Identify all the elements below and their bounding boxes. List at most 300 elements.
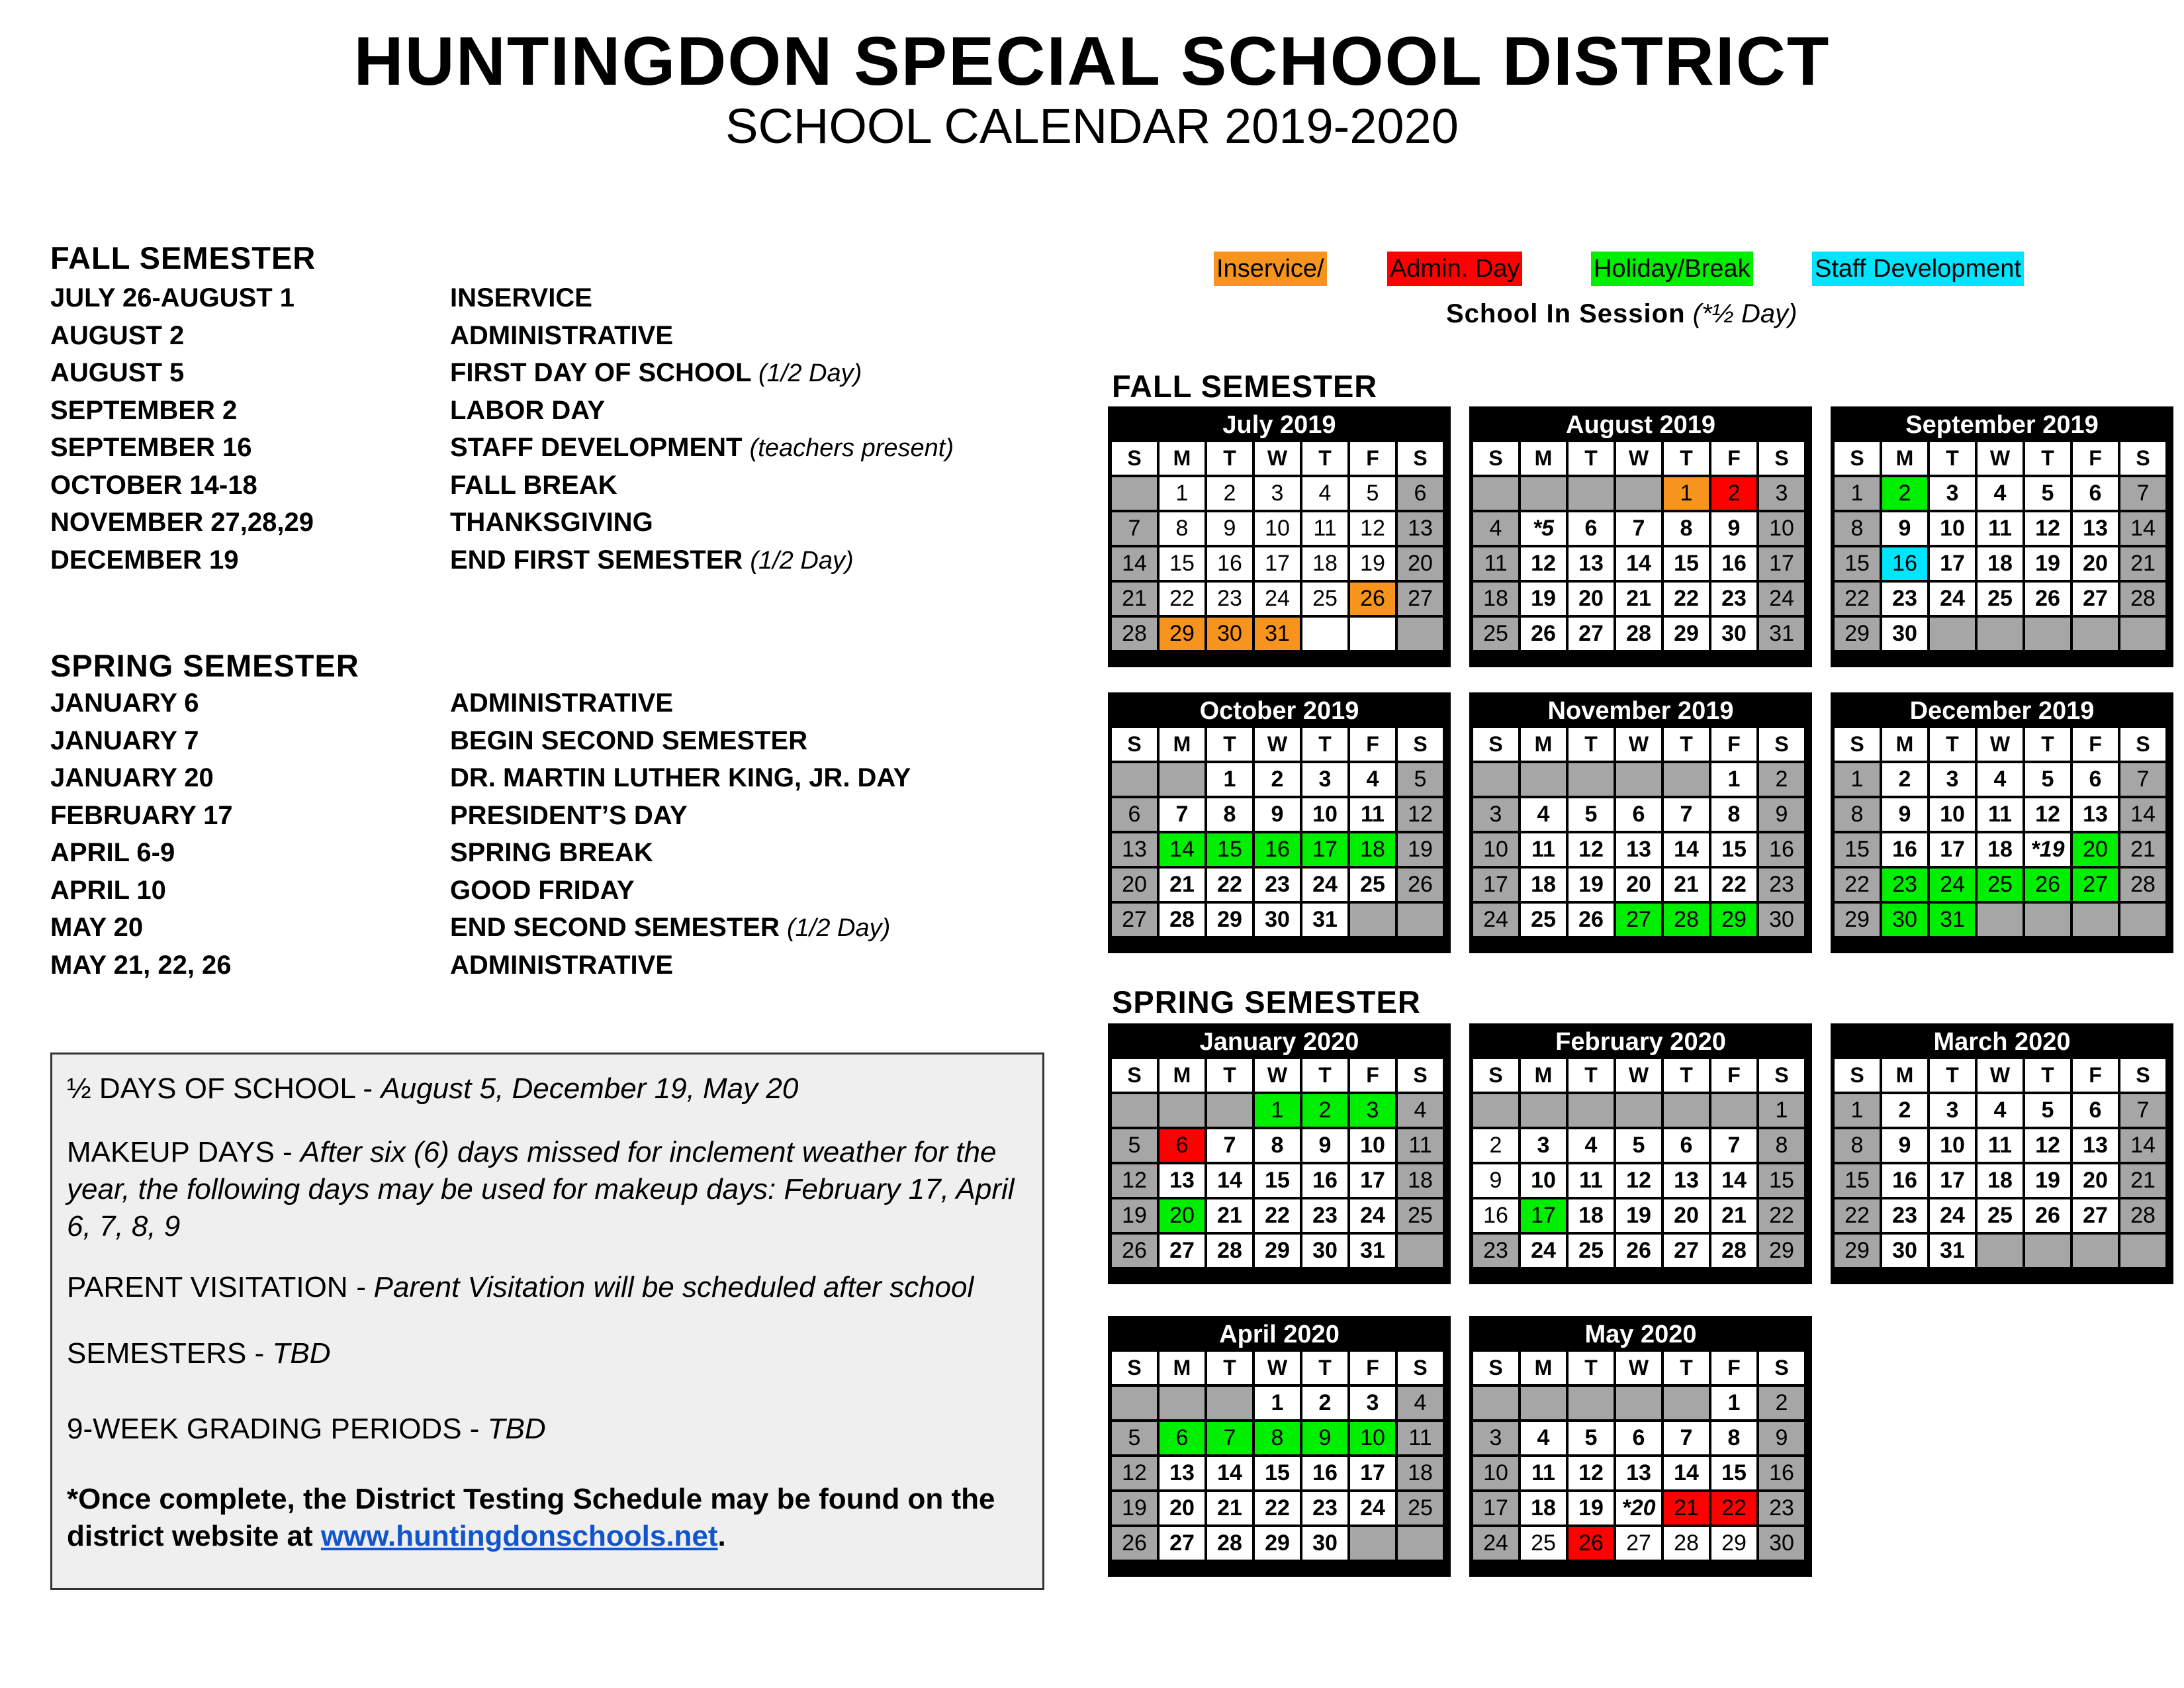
weekday-header: S <box>1398 728 1443 761</box>
day-cell: 1 <box>1835 1094 1880 1127</box>
day-cell: 28 <box>2120 868 2165 901</box>
day-cell: 18 <box>1473 583 1518 615</box>
month-calendar <box>1831 1023 2173 1284</box>
event-note: (1/2 Day) <box>758 359 862 387</box>
day-cell: 25 <box>1398 1199 1443 1232</box>
event-description <box>450 283 592 313</box>
day-cell: 24 <box>1759 583 1804 615</box>
event-date: AUGUST 2 <box>50 320 185 350</box>
weekday-header: M <box>1882 1059 1927 1092</box>
day-cell: 18 <box>1350 833 1395 866</box>
day-cell: 30 <box>1759 1527 1804 1560</box>
month-grid <box>1109 726 1445 939</box>
day-cell: 24 <box>1930 1199 1975 1232</box>
event-date: JANUARY 7 <box>50 726 199 755</box>
day-cell: 9 <box>1711 512 1756 545</box>
week-row <box>1112 1129 1443 1162</box>
day-cell: 13 <box>1398 512 1443 545</box>
empty-day-cell <box>1207 1094 1252 1127</box>
weekday-header: M <box>1521 728 1566 761</box>
day-cell: 5 <box>2025 763 2070 796</box>
day-cell: 3 <box>1930 477 1975 510</box>
day-cell: 23 <box>1882 583 1927 615</box>
day-cell: 8 <box>1255 1129 1300 1162</box>
weekday-header: T <box>1930 1059 1975 1092</box>
empty-day-cell <box>2025 618 2070 650</box>
weekday-header: S <box>1398 1352 1443 1384</box>
day-cell: 13 <box>1616 1457 1661 1489</box>
note-text: TBD <box>272 1337 331 1370</box>
day-cell: 7 <box>1616 512 1661 545</box>
day-cell: 4 <box>1521 1422 1566 1454</box>
note-grading-periods <box>67 1411 1026 1448</box>
weekday-header: W <box>1616 728 1661 761</box>
weekday-header: M <box>1160 1059 1205 1092</box>
weekday-header: W <box>1255 1059 1300 1092</box>
page-title: HUNTINGDON SPECIAL SCHOOL DISTRICT <box>353 23 1831 100</box>
week-row <box>1112 1164 1443 1197</box>
weekday-header: F <box>1711 442 1756 475</box>
day-cell: 10 <box>1473 833 1518 866</box>
day-cell: 21 <box>1160 868 1205 901</box>
month-grid <box>1832 726 2168 939</box>
event-title: DR. MARTIN LUTHER KING, JR. DAY <box>450 763 911 792</box>
note-makeup-days <box>67 1134 1026 1245</box>
event-title: LABOR DAY <box>450 395 606 425</box>
empty-day-cell <box>1350 618 1395 650</box>
fall-calendar-heading: FALL SEMESTER <box>1112 369 1378 404</box>
event-title: END SECOND SEMESTER <box>450 913 780 942</box>
day-cell: 12 <box>2025 798 2070 831</box>
day-cell: 26 <box>2025 583 2070 615</box>
week-row <box>1473 547 1804 580</box>
month-grid <box>1832 1056 2168 1270</box>
day-cell: 28 <box>1207 1235 1252 1267</box>
day-cell: 11 <box>1398 1422 1443 1454</box>
week-row <box>1473 477 1804 510</box>
weekday-header: F <box>1350 728 1395 761</box>
week-row <box>1473 868 1804 901</box>
day-cell: 31 <box>1930 904 1975 936</box>
day-cell: 12 <box>1112 1457 1157 1489</box>
month-calendar <box>1108 406 1451 667</box>
week-row <box>1112 1235 1443 1267</box>
weekday-header: T <box>1930 728 1975 761</box>
empty-day-cell <box>1473 763 1518 796</box>
district-website-link[interactable]: www.huntingdonschools.net <box>320 1520 718 1552</box>
weekday-header: T <box>1664 1352 1709 1384</box>
day-cell: 20 <box>2073 547 2118 580</box>
day-cell: 16 <box>1882 1164 1927 1197</box>
day-cell: 2 <box>1882 763 1927 796</box>
week-row <box>1835 1235 2165 1267</box>
month-grid <box>1109 1349 1445 1562</box>
week-row <box>1473 1422 1804 1454</box>
day-cell: 5 <box>1112 1129 1157 1162</box>
weekday-header: M <box>1160 728 1205 761</box>
day-cell: 3 <box>1350 1387 1395 1419</box>
day-cell: 12 <box>1350 512 1395 545</box>
event-title: END FIRST SEMESTER <box>450 545 743 575</box>
day-cell: 18 <box>1521 1492 1566 1524</box>
week-row <box>1112 1199 1443 1232</box>
event-description <box>450 951 673 980</box>
event-title: THANKSGIVING <box>450 508 653 537</box>
day-cell: 26 <box>2025 1199 2070 1232</box>
day-cell: 1 <box>1835 763 1880 796</box>
day-cell: 23 <box>1207 583 1252 615</box>
empty-day-cell <box>1160 1094 1205 1127</box>
day-cell: 17 <box>1759 547 1804 580</box>
day-cell: 8 <box>1255 1422 1300 1454</box>
note-label: ½ DAYS OF SCHOOL - <box>67 1072 381 1105</box>
day-cell: 4 <box>1302 477 1347 510</box>
note-half-days <box>67 1070 1026 1107</box>
weekday-header: T <box>1664 728 1709 761</box>
month-grid <box>1471 1056 1807 1270</box>
week-row <box>1473 1492 1804 1524</box>
day-cell: 1 <box>1160 477 1205 510</box>
day-cell: 15 <box>1759 1164 1804 1197</box>
day-cell: 20 <box>1160 1492 1205 1524</box>
day-cell: 25 <box>1978 868 2023 901</box>
day-cell: 27 <box>1160 1527 1205 1560</box>
day-cell: 6 <box>2073 477 2118 510</box>
day-cell: 25 <box>1521 1527 1566 1560</box>
day-cell: 8 <box>1207 798 1252 831</box>
event-description <box>450 321 673 351</box>
weekday-header: S <box>1835 1059 1880 1092</box>
empty-day-cell <box>1569 763 1614 796</box>
day-cell: 19 <box>2025 1164 2070 1197</box>
day-cell: 21 <box>2120 833 2165 866</box>
day-cell: 9 <box>1882 1129 1927 1162</box>
day-cell: 17 <box>1350 1164 1395 1197</box>
month-title: March 2020 <box>1933 1028 2071 1056</box>
day-cell: 12 <box>2025 512 2070 545</box>
weekday-header: T <box>1207 442 1252 475</box>
event-description <box>450 801 688 831</box>
day-cell: 4 <box>1978 1094 2023 1127</box>
day-cell: 30 <box>1882 1235 1927 1267</box>
day-cell: 19 <box>2025 547 2070 580</box>
week-row <box>1112 583 1443 615</box>
day-cell: 3 <box>1473 1422 1518 1454</box>
week-row <box>1835 798 2165 831</box>
legend-holiday: Holiday/Break <box>1591 252 1753 286</box>
week-row <box>1473 833 1804 866</box>
day-cell: 21 <box>1616 583 1661 615</box>
day-cell: 3 <box>1759 477 1804 510</box>
day-cell: 6 <box>2073 1094 2118 1127</box>
day-cell: 15 <box>1711 833 1756 866</box>
event-title: PRESIDENT’S DAY <box>450 800 688 830</box>
event-description <box>450 726 807 756</box>
weekday-header: S <box>1835 728 1880 761</box>
day-cell: 11 <box>1521 833 1566 866</box>
event-title: SPRING BREAK <box>450 838 653 867</box>
spring-events-heading: SPRING SEMESTER <box>50 648 359 683</box>
day-cell: 22 <box>1207 868 1252 901</box>
day-cell: 21 <box>1664 868 1709 901</box>
fall-events-heading: FALL SEMESTER <box>50 240 316 275</box>
day-cell: 20 <box>2073 833 2118 866</box>
day-cell: 4 <box>1521 798 1566 831</box>
month-calendar <box>1108 692 1451 953</box>
empty-day-cell <box>1930 618 1975 650</box>
day-cell: 22 <box>1255 1199 1300 1232</box>
day-cell: 25 <box>1398 1492 1443 1524</box>
month-title: December 2019 <box>1909 697 2095 725</box>
day-cell: 16 <box>1711 547 1756 580</box>
empty-day-cell <box>1302 618 1347 650</box>
event-note: (1/2 Day) <box>750 546 854 575</box>
day-cell: 2 <box>1302 1387 1347 1419</box>
day-cell: 18 <box>1398 1164 1443 1197</box>
day-cell: 16 <box>1302 1164 1347 1197</box>
event-date: MAY 21, 22, 26 <box>50 950 232 980</box>
week-row <box>1473 512 1804 545</box>
day-cell: 9 <box>1759 798 1804 831</box>
day-cell: 10 <box>1350 1422 1395 1454</box>
empty-day-cell <box>1207 1387 1252 1419</box>
day-cell: 26 <box>1569 904 1614 936</box>
day-cell: 18 <box>1302 547 1347 580</box>
empty-day-cell <box>1350 904 1395 936</box>
day-cell: 11 <box>1473 547 1518 580</box>
weekday-header: F <box>2073 1059 2118 1092</box>
weekday-header: T <box>2025 728 2070 761</box>
event-title: ADMINISTRATIVE <box>450 688 674 718</box>
day-cell: 25 <box>1569 1235 1614 1267</box>
day-cell: *5 <box>1521 512 1566 545</box>
day-cell: 12 <box>1569 1457 1614 1489</box>
day-cell: 1 <box>1835 477 1880 510</box>
day-cell: 19 <box>1569 868 1614 901</box>
event-date: JANUARY 6 <box>50 688 199 718</box>
empty-day-cell <box>1978 904 2023 936</box>
weekday-header: W <box>1255 728 1300 761</box>
day-cell: 4 <box>1350 763 1395 796</box>
day-cell: 21 <box>1664 1492 1709 1524</box>
week-row <box>1473 1164 1804 1197</box>
month-calendar <box>1108 1023 1451 1284</box>
day-cell: 4 <box>1978 477 2023 510</box>
day-cell: 8 <box>1711 1422 1756 1454</box>
day-cell: 15 <box>1664 547 1709 580</box>
weekday-header: F <box>1350 1059 1395 1092</box>
day-cell: 10 <box>1302 798 1347 831</box>
day-cell: 16 <box>1759 1457 1804 1489</box>
day-cell: 7 <box>1207 1129 1252 1162</box>
week-row <box>1112 618 1443 650</box>
day-cell: 17 <box>1255 547 1300 580</box>
day-cell: 11 <box>1978 1129 2023 1162</box>
empty-day-cell <box>2073 1235 2118 1267</box>
day-cell: 2 <box>1711 477 1756 510</box>
day-cell: 19 <box>1112 1199 1157 1232</box>
day-cell: 15 <box>1835 833 1880 866</box>
event-title: FALL BREAK <box>450 470 617 500</box>
day-cell: 25 <box>1521 904 1566 936</box>
day-cell: 28 <box>1112 618 1157 650</box>
day-cell: 4 <box>1978 763 2023 796</box>
weekday-header: T <box>1207 1352 1252 1384</box>
event-description <box>450 545 854 575</box>
day-cell: 9 <box>1207 512 1252 545</box>
day-cell: 17 <box>1302 833 1347 866</box>
week-row <box>1473 1457 1804 1489</box>
weekday-header: T <box>1207 1059 1252 1092</box>
weekday-header: W <box>1616 1352 1661 1384</box>
day-cell: 23 <box>1302 1199 1347 1232</box>
note-period: . <box>717 1520 726 1552</box>
week-row <box>1835 477 2165 510</box>
day-cell: 9 <box>1882 512 1927 545</box>
week-row <box>1473 798 1804 831</box>
day-cell: 26 <box>2025 868 2070 901</box>
day-cell: 26 <box>1569 1527 1614 1560</box>
day-cell: 7 <box>2120 1094 2165 1127</box>
week-row <box>1473 1235 1804 1267</box>
note-text: - Parent Visitation will be scheduled after school <box>347 1271 974 1303</box>
day-cell: 14 <box>2120 798 2165 831</box>
month-grid <box>1471 1349 1807 1562</box>
day-cell: 17 <box>1930 1164 1975 1197</box>
day-cell: 29 <box>1160 618 1205 650</box>
day-cell: 27 <box>2073 868 2118 901</box>
day-cell: 9 <box>1882 798 1927 831</box>
day-cell: 27 <box>1616 1527 1661 1560</box>
day-cell: 30 <box>1711 618 1756 650</box>
month-grid <box>1109 440 1445 653</box>
note-parent-visitation <box>67 1269 1026 1306</box>
day-cell: 27 <box>2073 583 2118 615</box>
event-date: JULY 26-AUGUST 1 <box>50 283 295 312</box>
weekday-header: T <box>1302 728 1347 761</box>
month-calendar <box>1469 406 1812 667</box>
day-cell: 18 <box>1569 1199 1614 1232</box>
day-cell: 18 <box>1978 547 2023 580</box>
week-row <box>1112 763 1443 796</box>
weekday-header: M <box>1882 728 1927 761</box>
day-cell: 24 <box>1930 583 1975 615</box>
week-row <box>1473 583 1804 615</box>
day-cell: 6 <box>1160 1129 1205 1162</box>
day-cell: 30 <box>1302 1527 1347 1560</box>
day-cell: 31 <box>1350 1235 1395 1267</box>
day-cell: 21 <box>2120 547 2165 580</box>
month-title: February 2020 <box>1555 1028 1726 1056</box>
week-row <box>1835 763 2165 796</box>
day-cell: 27 <box>2073 1199 2118 1232</box>
day-cell: 4 <box>1398 1387 1443 1419</box>
day-cell: 27 <box>1616 904 1661 936</box>
week-row <box>1112 1422 1443 1454</box>
day-cell: 2 <box>1882 477 1927 510</box>
weekday-header: F <box>1711 1059 1756 1092</box>
week-row <box>1473 1527 1804 1560</box>
day-cell: 12 <box>1616 1164 1661 1197</box>
empty-day-cell <box>1616 477 1661 510</box>
empty-day-cell <box>1398 1527 1443 1560</box>
event-date: MAY 20 <box>50 913 144 942</box>
month-calendar <box>1469 1023 1812 1284</box>
day-cell: 21 <box>1207 1199 1252 1232</box>
empty-day-cell <box>1112 763 1157 796</box>
empty-day-cell <box>2073 618 2118 650</box>
month-grid <box>1109 1056 1445 1270</box>
day-cell: 20 <box>1160 1199 1205 1232</box>
day-cell: 19 <box>1569 1492 1614 1524</box>
day-cell: 8 <box>1835 798 1880 831</box>
month-title: July 2019 <box>1222 411 1336 439</box>
weekday-header: W <box>1616 1059 1661 1092</box>
day-cell: 29 <box>1835 1235 1880 1267</box>
spring-calendar-heading: SPRING SEMESTER <box>1112 984 1421 1019</box>
week-row <box>1112 904 1443 936</box>
month-grid <box>1471 726 1807 939</box>
weekday-header: W <box>1978 442 2023 475</box>
day-cell: 11 <box>1569 1164 1614 1197</box>
empty-day-cell <box>2025 904 2070 936</box>
day-cell: 16 <box>1207 547 1252 580</box>
day-cell: 4 <box>1473 512 1518 545</box>
day-cell: 23 <box>1759 868 1804 901</box>
day-cell: 23 <box>1759 1492 1804 1524</box>
event-title: BEGIN SECOND SEMESTER <box>450 726 808 755</box>
note-text: August 5, December 19, May 20 <box>381 1072 799 1105</box>
weekday-header: F <box>1350 442 1395 475</box>
day-cell: 2 <box>1255 763 1300 796</box>
day-cell: 13 <box>1160 1457 1205 1489</box>
day-cell: 1 <box>1664 477 1709 510</box>
day-cell: 25 <box>1302 583 1347 615</box>
session-label: School In Session <box>1446 299 1686 328</box>
day-cell: 2 <box>1759 1387 1804 1419</box>
day-cell: 23 <box>1473 1235 1518 1267</box>
day-cell: 25 <box>1978 1199 2023 1232</box>
day-cell: 30 <box>1882 904 1927 936</box>
day-cell: 29 <box>1255 1527 1300 1560</box>
day-cell: 9 <box>1302 1129 1347 1162</box>
empty-day-cell <box>1112 1387 1157 1419</box>
day-cell: 28 <box>1711 1235 1756 1267</box>
page-subtitle: SCHOOL CALENDAR 2019-2020 <box>725 99 1459 154</box>
day-cell: 4 <box>1398 1094 1443 1127</box>
day-cell: 5 <box>2025 1094 2070 1127</box>
day-cell: 20 <box>1112 868 1157 901</box>
weekday-header: T <box>2025 442 2070 475</box>
day-cell: 24 <box>1521 1235 1566 1267</box>
weekday-header: S <box>2120 442 2165 475</box>
week-row <box>1112 833 1443 866</box>
week-row <box>1473 1387 1804 1419</box>
day-cell: 17 <box>1473 1492 1518 1524</box>
day-cell: 29 <box>1711 904 1756 936</box>
weekday-header: S <box>1112 442 1157 475</box>
day-cell: 27 <box>1664 1235 1709 1267</box>
day-cell: 28 <box>1664 904 1709 936</box>
day-cell: 10 <box>1759 512 1804 545</box>
day-cell: 11 <box>1978 512 2023 545</box>
day-cell: 29 <box>1835 904 1880 936</box>
week-row <box>1835 1164 2165 1197</box>
day-cell: 10 <box>1255 512 1300 545</box>
day-cell: 26 <box>1112 1235 1157 1267</box>
day-cell: 8 <box>1759 1129 1804 1162</box>
day-cell: 13 <box>1112 833 1157 866</box>
